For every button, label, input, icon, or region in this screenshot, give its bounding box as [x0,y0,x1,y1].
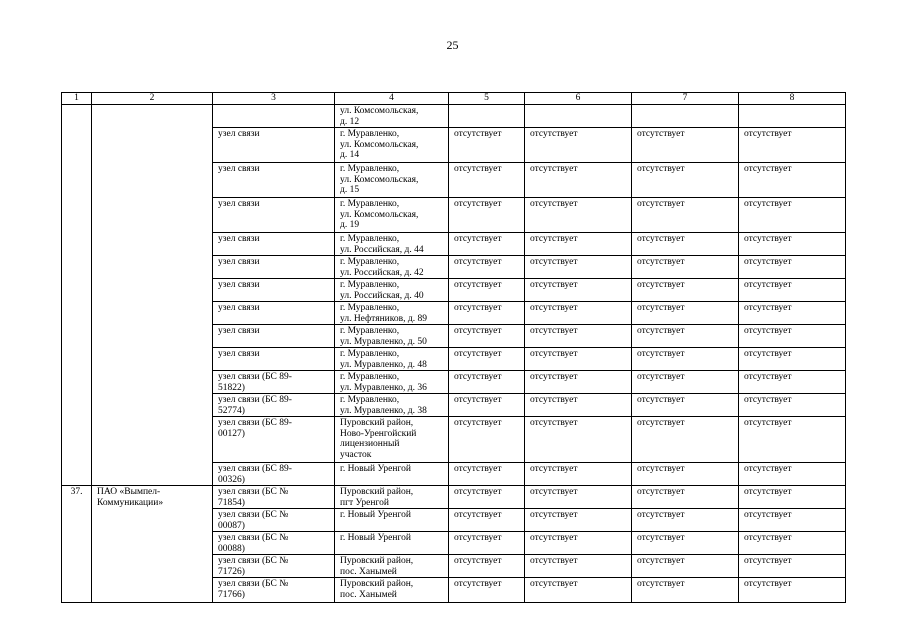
column-8-cell: отсутствует [739,555,846,578]
column-5-cell: отсутствует [449,486,525,509]
column-5-cell: отсутствует [449,532,525,555]
column-5-cell: отсутствует [449,233,525,256]
address-cell: Пуровский район, пос. Ханымей [335,555,449,578]
column-8-cell: отсутствует [739,509,846,532]
object-type-cell: узел связи [213,302,335,325]
object-type-cell: узел связи [213,128,335,163]
page-number: 25 [446,38,459,52]
column-7-cell: отсутствует [632,256,739,279]
address-cell: г. Муравленко, ул. Муравленко, д. 38 [335,394,449,417]
address-cell: г. Муравленко, ул. Муравленко, д. 50 [335,325,449,348]
column-5-cell: отсутствует [449,325,525,348]
object-type-cell: узел связи (БС 89- 00326) [213,463,335,486]
column-6-cell: отсутствует [525,233,632,256]
column-header: 7 [632,93,739,105]
column-6-cell: отсутствует [525,578,632,603]
column-8-cell: отсутствует [739,486,846,509]
address-cell: Пуровский район, пгт Уренгой [335,486,449,509]
address-cell: г. Новый Уренгой [335,463,449,486]
object-type-cell: узел связи [213,163,335,198]
column-header: 5 [449,93,525,105]
column-7-cell: отсутствует [632,463,739,486]
column-header: 1 [62,93,92,105]
address-cell: г. Муравленко, ул. Комсомольская, д. 19 [335,198,449,233]
column-5-cell: отсутствует [449,555,525,578]
column-8-cell: отсутствует [739,128,846,163]
column-5-cell: отсутствует [449,578,525,603]
column-8-cell: отсутствует [739,198,846,233]
column-header: 8 [739,93,846,105]
address-cell: г. Муравленко, ул. Муравленко, д. 36 [335,371,449,394]
column-8-cell: отсутствует [739,302,846,325]
column-5-cell: отсутствует [449,198,525,233]
column-6-cell: отсутствует [525,394,632,417]
column-6-cell: отсутствует [525,163,632,198]
column-header: 2 [92,93,213,105]
object-type-cell: узел связи (БС 89- 00127) [213,417,335,463]
object-type-cell: узел связи (БС № 71766) [213,578,335,603]
column-6-cell: отсутствует [525,198,632,233]
address-cell: г. Новый Уренгой [335,532,449,555]
column-5-cell: отсутствует [449,256,525,279]
column-8-cell: отсутствует [739,371,846,394]
column-5-cell: отсутствует [449,348,525,371]
object-type-cell: узел связи [213,198,335,233]
table-body [62,105,846,603]
object-type-cell: узел связи (БС № 00088) [213,532,335,555]
address-cell: г. Муравленко, ул. Российская, д. 40 [335,279,449,302]
row-number-cell: 37. [62,486,92,603]
column-6-cell: отсутствует [525,463,632,486]
column-7-cell: отсутствует [632,163,739,198]
organization-cell [92,105,213,486]
column-7-cell: отсутствует [632,302,739,325]
column-5-cell: отсутствует [449,371,525,394]
object-type-cell: узел связи [213,348,335,371]
column-6-cell: отсутствует [525,256,632,279]
data-table [61,92,846,603]
column-5-cell [449,105,525,128]
address-cell: г. Муравленко, ул. Комсомольская, д. 15 [335,163,449,198]
column-8-cell: отсутствует [739,394,846,417]
address-cell: г. Муравленко, ул. Российская, д. 44 [335,233,449,256]
object-type-cell: узел связи (БС № 00087) [213,509,335,532]
column-6-cell [525,105,632,128]
column-7-cell: отсутствует [632,371,739,394]
table-row [62,105,846,128]
column-6-cell: отсутствует [525,325,632,348]
column-6-cell: отсутствует [525,371,632,394]
column-7-cell: отсутствует [632,325,739,348]
address-cell: г. Муравленко, ул. Российская, д. 42 [335,256,449,279]
column-8-cell: отсутствует [739,417,846,463]
column-5-cell: отсутствует [449,279,525,302]
column-6-cell: отсутствует [525,302,632,325]
column-8-cell: отсутствует [739,163,846,198]
object-type-cell [213,105,335,128]
address-cell: г. Муравленко, ул. Комсомольская, д. 14 [335,128,449,163]
column-6-cell: отсутствует [525,509,632,532]
object-type-cell: узел связи (БС № 71854) [213,486,335,509]
column-header: 3 [213,93,335,105]
column-6-cell: отсутствует [525,486,632,509]
column-5-cell: отсутствует [449,417,525,463]
object-type-cell: узел связи [213,233,335,256]
object-type-cell: узел связи [213,256,335,279]
column-6-cell: отсутствует [525,555,632,578]
column-7-cell: отсутствует [632,394,739,417]
column-7-cell: отсутствует [632,509,739,532]
column-8-cell: отсутствует [739,463,846,486]
column-7-cell: отсутствует [632,198,739,233]
column-8-cell [739,105,846,128]
column-6-cell: отсутствует [525,417,632,463]
address-cell: Пуровский район, Ново-Уренгойский лицензионный участок [335,417,449,463]
column-5-cell: отсутствует [449,128,525,163]
column-7-cell: отсутствует [632,486,739,509]
column-header: 4 [335,93,449,105]
object-type-cell: узел связи [213,279,335,302]
column-7-cell: отсутствует [632,555,739,578]
column-8-cell: отсутствует [739,578,846,603]
column-8-cell: отсутствует [739,233,846,256]
address-cell: г. Муравленко, ул. Муравленко, д. 48 [335,348,449,371]
column-7-cell: отсутствует [632,417,739,463]
object-type-cell: узел связи (БС 89- 51822) [213,371,335,394]
column-5-cell: отсутствует [449,509,525,532]
address-cell: ул. Комсомольская, д. 12 [335,105,449,128]
object-type-cell: узел связи [213,325,335,348]
column-6-cell: отсутствует [525,348,632,371]
table-row [62,486,846,509]
column-7-cell: отсутствует [632,279,739,302]
column-7-cell: отсутствует [632,578,739,603]
address-cell: г. Новый Уренгой [335,509,449,532]
column-7-cell: отсутствует [632,128,739,163]
column-7-cell: отсутствует [632,532,739,555]
column-7-cell: отсутствует [632,233,739,256]
column-8-cell: отсутствует [739,279,846,302]
column-6-cell: отсутствует [525,128,632,163]
organization-cell: ПАО «Вымпел- Коммуникации» [92,486,213,603]
object-type-cell: узел связи (БС № 71726) [213,555,335,578]
column-7-cell: отсутствует [632,348,739,371]
column-8-cell: отсутствует [739,532,846,555]
row-number-cell [62,105,92,486]
column-5-cell: отсутствует [449,163,525,198]
address-cell: Пуровский район, пос. Ханымей [335,578,449,603]
column-5-cell: отсутствует [449,302,525,325]
column-6-cell: отсутствует [525,532,632,555]
object-type-cell: узел связи (БС 89- 52774) [213,394,335,417]
column-number-row [62,93,846,105]
column-8-cell: отсутствует [739,325,846,348]
address-cell: г. Муравленко, ул. Нефтяников, д. 89 [335,302,449,325]
column-6-cell: отсутствует [525,279,632,302]
column-8-cell: отсутствует [739,348,846,371]
column-5-cell: отсутствует [449,394,525,417]
column-8-cell: отсутствует [739,256,846,279]
column-5-cell: отсутствует [449,463,525,486]
column-7-cell [632,105,739,128]
column-header: 6 [525,93,632,105]
